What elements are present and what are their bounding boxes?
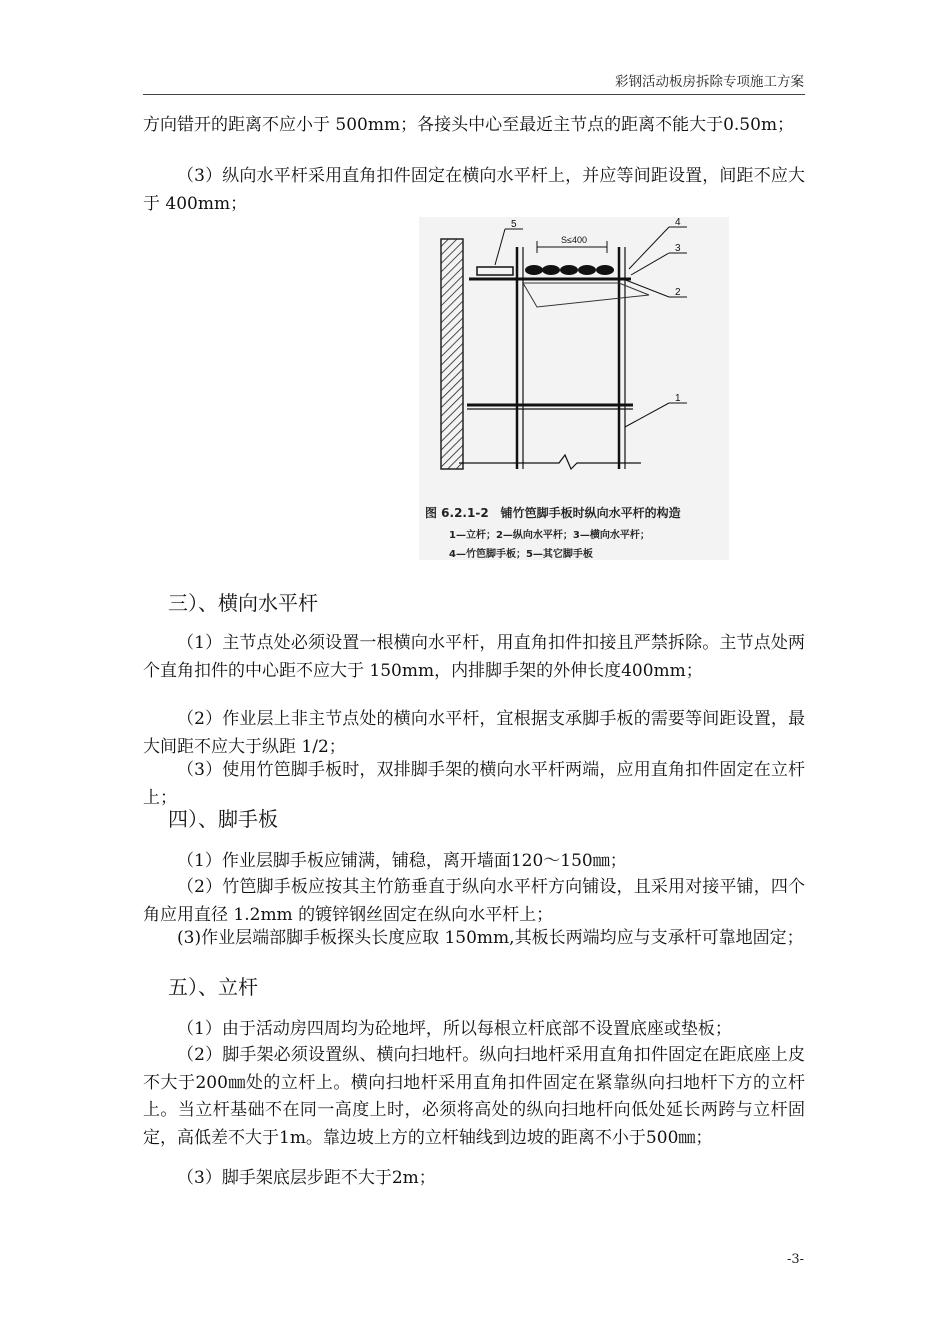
section4-heading: 四）、脚手板: [168, 807, 278, 831]
section3-heading: 三）、横向水平杆: [168, 591, 318, 615]
bamboo-board: [525, 265, 614, 275]
section3-paragraph-3: （3）使用竹笆脚手板时，双排脚手架的横向水平杆两端，应用直角扣件固定在立杆上；: [143, 760, 805, 808]
scaffold-diagram: [419, 217, 729, 497]
scaffold-figure: [419, 217, 729, 560]
section3-paragraph-1: （1）主节点处必须设置一根横向水平杆，用直角扣件扣接且严禁拆除。主节点处两个直角扣件的中心距不应大于 150mm，内排脚手架的外伸长度400mm；: [143, 633, 805, 681]
section4-paragraph-3: (3)作业层端部脚手板探头长度应取 150mm,其板长两端均应与支承杆可靠地固定；: [177, 928, 804, 948]
figure-caption-line2: 4—竹笆脚手板；5—其它脚手板: [449, 549, 593, 560]
wall-hatch: [441, 239, 463, 469]
figure-caption-line1: 1—立杆；2—纵向水平杆；3—横向水平杆；: [449, 530, 650, 541]
section5-heading: 五）、立杆: [168, 975, 258, 999]
callout-1: 1: [675, 393, 681, 404]
callout-3: 3: [675, 243, 681, 254]
callout-5: 5: [511, 219, 517, 230]
section5-paragraph-1: （1）由于活动房四周均为砼地坪，所以每根立杆底部不设置底座或垫板；: [177, 1019, 732, 1039]
section5-paragraph-2: （2）脚手架必须设置纵、横向扫地杆。纵向扫地杆采用直角扣件固定在距底座上皮不大于200㎜处的立杆上。横向扫地杆采用直角扣件固定在紧靠纵向扫地杆下方的立杆上。当立杆基础不在同一高度上时，必须将高处的纵向扫地杆向低处延长两跨与立杆固定，高低差不大于1m。靠边坡上方的立杆轴线到边坡的距离不小于500㎜；: [143, 1045, 805, 1148]
page-header-title: 彩钢活动板房拆除专项施工方案: [615, 74, 804, 90]
break-line: [459, 455, 641, 469]
paragraph-continuation: 方向错开的距离不应小于 500mm；各接头中心至最近主节点的距离不能大于0.50m；: [143, 115, 795, 135]
dimension-label: S≤400: [561, 235, 587, 245]
other-board: [477, 267, 513, 275]
paragraph-longitudinal-bar: （3）纵向水平杆采用直角扣件固定在横向水平杆上，并应等间距设置，间距不应大于 400mm；: [143, 166, 805, 214]
figure-caption-title: 图 6.2.1-2 铺竹笆脚手板时纵向水平杆的构造: [425, 506, 681, 520]
page-number: -3-: [786, 1252, 804, 1267]
section5-paragraph-3: （3）脚手架底层步距不大于2m；: [177, 1168, 436, 1188]
section3-paragraph-2: （2）作业层上非主节点处的横向水平杆，宜根据支承脚手板的需要等间距设置，最大间距不应大于纵距 1/2；: [143, 709, 805, 757]
section4-paragraph-1: （1）作业层脚手板应铺满，铺稳，离开墙面120～150㎜；: [177, 851, 627, 871]
header-divider: [143, 94, 805, 95]
callout-2: 2: [675, 287, 681, 298]
section4-paragraph-2: （2）竹笆脚手板应按其主竹筋垂直于纵向水平杆方向铺设，且采用对接平铺，四个角应用直径 1.2mm 的镀锌钢丝固定在纵向水平杆上；: [143, 877, 805, 925]
callout-4: 4: [675, 217, 681, 228]
